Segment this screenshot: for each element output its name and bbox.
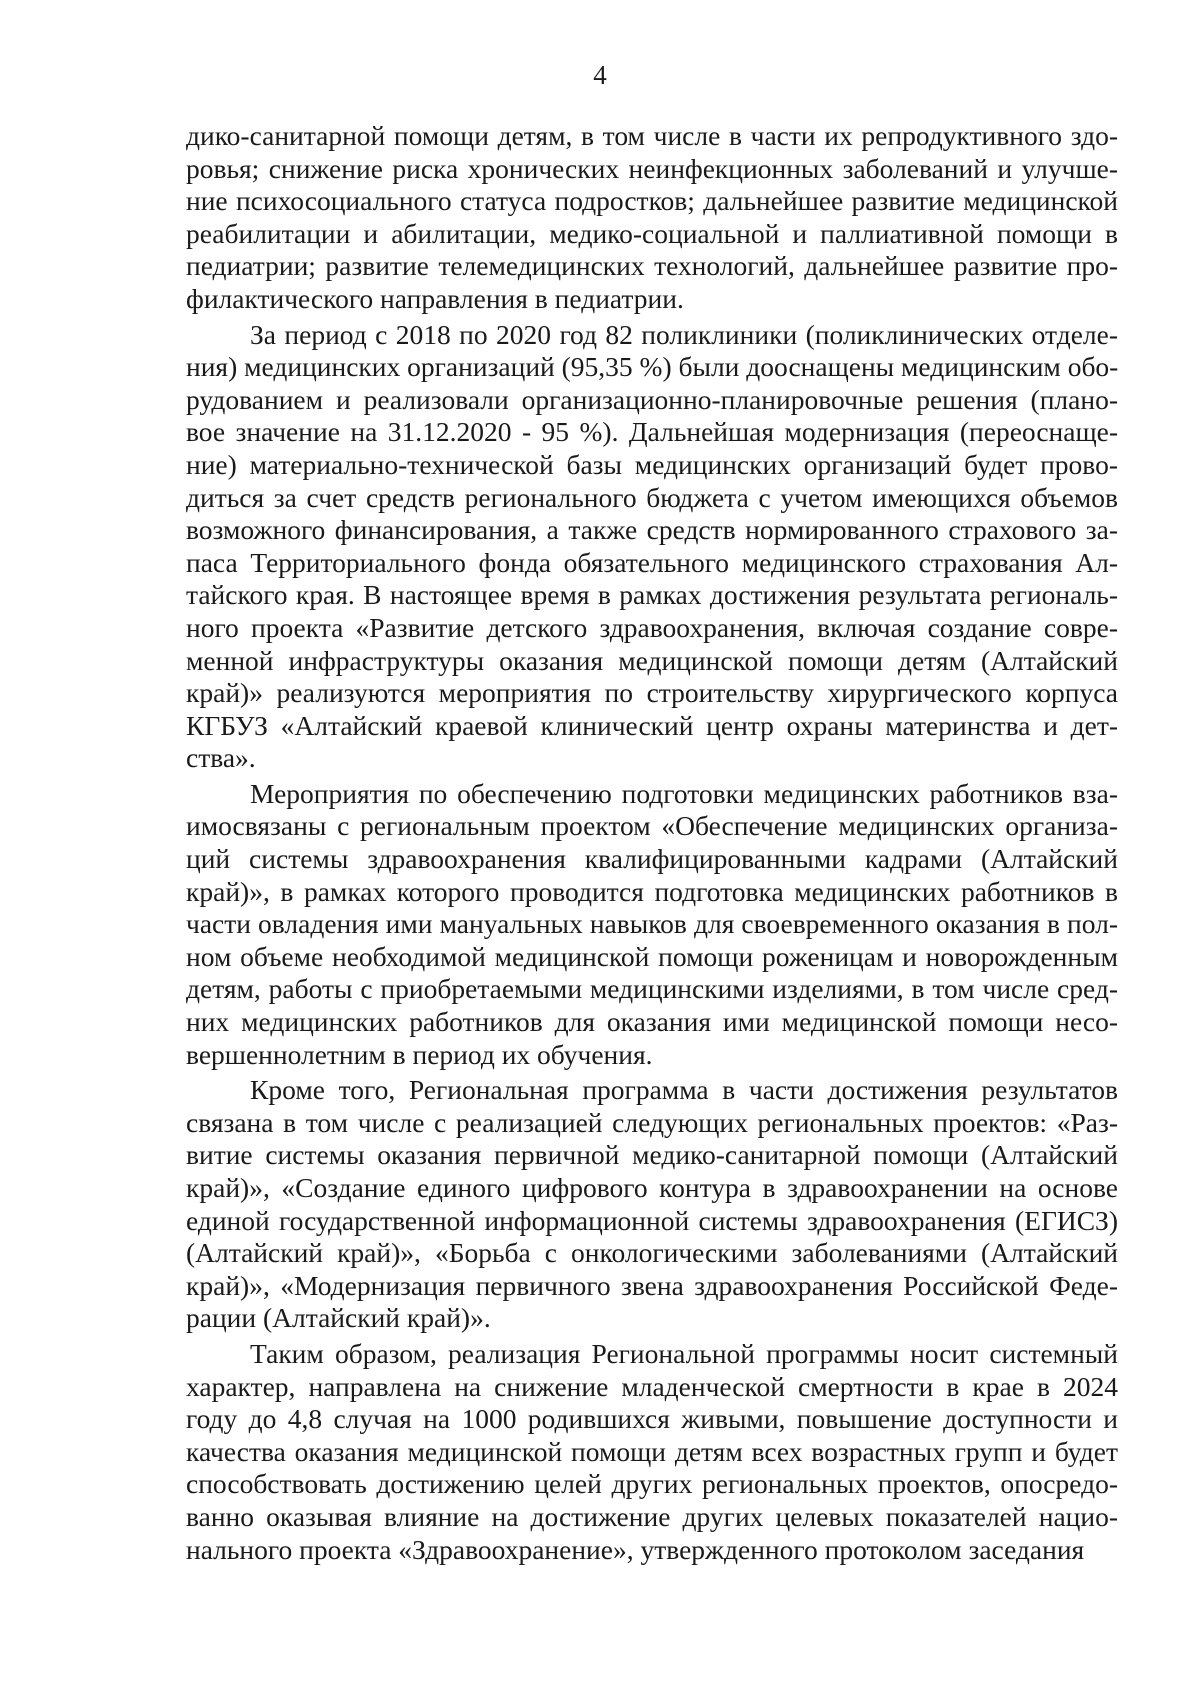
text-line: рации (Алтайский край)». xyxy=(186,1302,491,1334)
text-line: За период с 2018 по 2020 год 82 поликлиники (поликлинических отделе- xyxy=(250,318,1118,350)
text-line: край)» реализуются мероприятия по строительству хирургического корпуса xyxy=(186,677,1118,709)
text-line: связана в том числе с реализацией следующих региональных проектов: «Раз- xyxy=(186,1106,1118,1138)
text-line: менной инфраструктуры оказания медицинской помощи детям (Алтайский xyxy=(186,644,1118,676)
document-body xyxy=(186,120,1118,1569)
text-line: ние психосоциального статуса подростков; дальнейшее развитие медицинской xyxy=(186,185,1118,217)
text-line: единой государственной информационной системы здравоохранения (ЕГИСЗ) xyxy=(186,1204,1118,1236)
text-line: ного проекта «Развитие детского здравоохранения, включая создание совре- xyxy=(186,611,1118,643)
text-line: качества оказания медицинской помощи детям всех возрастных групп и будет xyxy=(186,1435,1118,1467)
text-line: характер, направлена на снижение младенческой смертности в крае в 2024 xyxy=(186,1370,1118,1402)
text-line: витие системы оказания первичной медико-санитарной помощи (Алтайский xyxy=(186,1139,1118,1171)
text-line: Мероприятия по обеспечению подготовки медицинских работников вза- xyxy=(250,777,1118,809)
text-line: части овладения ими мануальных навыков для своевременного оказания в пол- xyxy=(186,908,1118,940)
text-line: край)», «Создание единого цифрового контура в здравоохранении на основе xyxy=(186,1172,1118,1203)
paragraph xyxy=(186,120,1118,316)
text-line: ванно оказывая влияние на достижение других целевых показателей нацио- xyxy=(186,1500,1118,1532)
text-line: ном объеме необходимой медицинской помощи роженицам и новорожденным xyxy=(186,940,1118,972)
text-line: вершеннолетним в период их обучения. xyxy=(186,1038,653,1070)
paragraph xyxy=(186,1074,1118,1335)
paragraph xyxy=(186,778,1118,1071)
text-line: ние) материально-технической базы медицинских организаций будет прово- xyxy=(186,448,1118,480)
text-line: ций системы здравоохранения квалифицированными кадрами (Алтайский xyxy=(186,843,1118,875)
text-line: способствовать достижению целей других региональных проектов, опосредо- xyxy=(186,1468,1118,1500)
text-line: возможного финансирования, а также средств нормированного страхового за- xyxy=(186,514,1118,546)
paragraph xyxy=(186,1338,1118,1566)
text-line: году до 4,8 случая на 1000 родившихся живыми, повышение доступности и xyxy=(186,1403,1118,1435)
text-line: ровья; снижение риска хронических неинфекционных заболеваний и улучше- xyxy=(186,152,1118,184)
text-line: рудованием и реализовали организационно-планировочные решения (плано- xyxy=(186,383,1118,415)
text-line: тайского края. В настоящее время в рамках достижения результата региональ- xyxy=(186,579,1118,611)
text-line: Таким образом, реализация Региональной программы носит системный xyxy=(250,1337,1118,1369)
text-line: имосвязаны с региональным проектом «Обеспечение медицинских организа- xyxy=(186,810,1118,842)
text-line: педиатрии; развитие телемедицинских технологий, дальнейшее развитие про- xyxy=(186,250,1118,282)
paragraph xyxy=(186,319,1118,775)
text-line: (Алтайский край)», «Борьба с онкологическими заболеваниями (Алтайский xyxy=(186,1237,1118,1269)
text-line: край)», «Модернизация первичного звена здравоохранения Российской Феде- xyxy=(186,1269,1118,1301)
text-line: КГБУЗ «Алтайский краевой клинический центр охраны материнства и дет- xyxy=(186,709,1118,741)
text-line: них медицинских работников для оказания ими медицинской помощи несо- xyxy=(186,1006,1118,1038)
text-line: диться за счет средств регионального бюджета с учетом имеющихся объемов xyxy=(186,481,1118,513)
text-line: вое значение на 31.12.2020 - 95 %). Дальнейшая модернизация (переоснаще- xyxy=(186,416,1118,448)
text-line: ния) медицинских организаций (95,35 %) были дооснащены медицинским обо- xyxy=(186,351,1119,383)
text-line: край)», в рамках которого проводится подготовка медицинских работников в xyxy=(186,875,1118,907)
text-line: детям, работы с приобретаемыми медицинскими изделиями, в том числе сред- xyxy=(186,973,1118,1005)
page-number: 4 xyxy=(593,60,607,90)
text-line: дико-санитарной помощи детям, в том числе в части их репродуктивного здо- xyxy=(186,120,1118,151)
text-line: паса Территориального фонда обязательного медицинского страхования Ал- xyxy=(186,546,1118,578)
text-line: реабилитации и абилитации, медико-социальной и паллиативной помощи в xyxy=(186,217,1118,249)
text-line: ства». xyxy=(186,742,256,774)
text-line: Кроме того, Региональная программа в части достижения результатов xyxy=(250,1074,1118,1106)
text-line: нального проекта «Здравоохранение», утвержденного протоколом заседания xyxy=(186,1533,1085,1565)
text-line: филактического направления в педиатрии. xyxy=(186,282,684,314)
